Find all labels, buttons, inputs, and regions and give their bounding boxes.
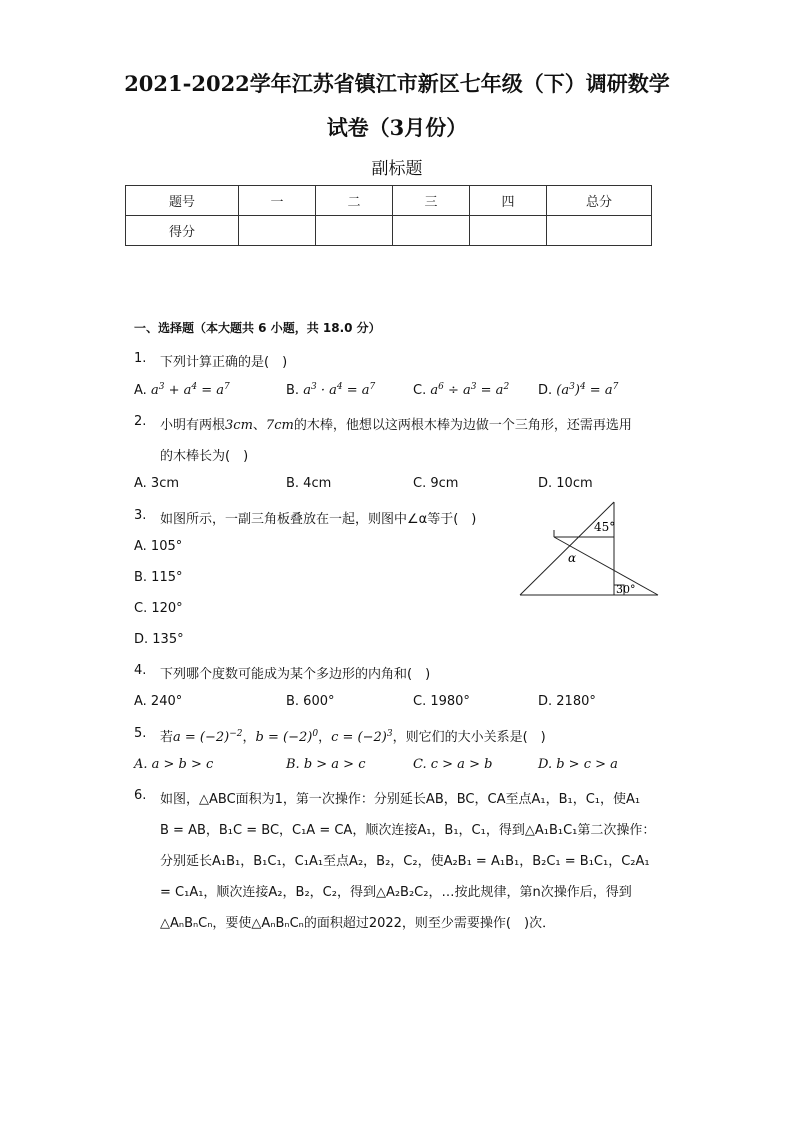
- q4-stem: 下列哪个度数可能成为某个多边形的内角和( ): [160, 667, 431, 682]
- q2-option-b[interactable]: B. 4cm: [286, 476, 332, 491]
- q3-option-d[interactable]: D. 135°: [134, 632, 184, 647]
- q1-option-c-label: C.: [413, 383, 427, 398]
- score-table-header-row: [126, 186, 652, 216]
- q5-number: 5.: [134, 726, 147, 741]
- score-header-cell: 总分: [547, 186, 652, 216]
- q2-option-d[interactable]: D. 10cm: [538, 476, 593, 491]
- score-header-cell: 四: [470, 186, 547, 216]
- score-row-label: 得分: [126, 216, 239, 246]
- q5-option-b[interactable]: B. b > a > c: [286, 757, 366, 772]
- q3-option-c[interactable]: C. 120°: [134, 601, 183, 616]
- score-table-score-row: [126, 216, 652, 246]
- score-cell[interactable]: [470, 216, 547, 246]
- q1-option-a-formula: $a^3 + a^4 = a^7$: [150, 382, 230, 398]
- score-cell[interactable]: [316, 216, 393, 246]
- q5-formula-b: $b = (-2)^0$: [255, 729, 319, 745]
- figure-label-30: 30°: [616, 583, 636, 596]
- q2-stem-line2: 的木棒长为( ): [160, 449, 249, 464]
- q5-stem-suffix: ，则它们的大小关系是( ): [392, 730, 546, 745]
- score-header-cell: 三: [393, 186, 470, 216]
- figure-label-alpha: α: [568, 551, 577, 565]
- figure-hypotenuse-45: [520, 502, 614, 595]
- q1-option-d[interactable]: [538, 382, 618, 398]
- score-header-cell: 题号: [126, 186, 239, 216]
- q1-option-d-label: D.: [538, 383, 553, 398]
- score-cell[interactable]: [239, 216, 316, 246]
- figure-label-45: 45°: [594, 520, 616, 534]
- q2-length-2: 7cm: [265, 418, 294, 433]
- q1-option-c[interactable]: [413, 382, 509, 398]
- q2-option-a[interactable]: A. 3cm: [134, 476, 180, 491]
- q1-option-b[interactable]: [286, 382, 375, 398]
- q1-option-a[interactable]: [134, 382, 230, 398]
- doc-title-line1: 2021-2022学年江苏省镇江市新区七年级（下）调研数学: [124, 71, 670, 96]
- q4-option-c[interactable]: C. 1980°: [413, 694, 470, 709]
- score-table: [125, 185, 652, 246]
- q6-number: 6.: [134, 788, 147, 803]
- q2-stem-line1: [160, 414, 632, 433]
- q4-number: 4.: [134, 663, 147, 678]
- score-header-cell: 一: [239, 186, 316, 216]
- q2-option-c[interactable]: C. 9cm: [413, 476, 459, 491]
- figure-hypotenuse-30: [554, 537, 658, 595]
- q1-stem: 下列计算正确的是( ): [160, 355, 288, 370]
- q3-option-a[interactable]: A. 105°: [134, 539, 183, 554]
- q4-option-d[interactable]: D. 2180°: [538, 694, 596, 709]
- score-header-cell: 二: [316, 186, 393, 216]
- q5-formula-c: $c = (-2)^3$: [331, 729, 393, 745]
- doc-title-line2: 试卷（3月份）: [326, 115, 468, 140]
- q5-stem-prefix: 若: [160, 730, 174, 745]
- q5-formula-a: $a = (-2)^{-2}$: [173, 729, 243, 745]
- q2-stem-part: 、: [252, 418, 266, 433]
- q2-length-1: 3cm: [225, 418, 253, 433]
- q3-stem: 如图所示，一副三角板叠放在一起，则图中∠α等于( ): [160, 512, 477, 527]
- triangle-figure: [518, 500, 663, 602]
- q3-option-b[interactable]: B. 115°: [134, 570, 183, 585]
- q6-line4: = C₁A₁，顺次连接A₂，B₂，C₂，得到△A₂B₂C₂，…按此规律，第n次操作后，得到: [160, 885, 632, 900]
- q4-option-a[interactable]: A. 240°: [134, 694, 183, 709]
- q2-stem-part: 的木棒，他想以这两根木棒为边做一个三角形，还需再选用: [293, 418, 632, 433]
- q1-option-d-formula: $(a^3)^4 = a^7$: [556, 382, 619, 398]
- q1-option-a-label: A.: [134, 383, 147, 398]
- section-heading: 一、选择题（本大题共 6 小题，共 18.0 分）: [134, 321, 381, 335]
- q1-option-b-label: B.: [286, 383, 300, 398]
- q1-option-c-formula: $a^6 \div a^3 = a^2$: [430, 382, 510, 398]
- q6-line3: 分别延长A₁B₁，B₁C₁，C₁A₁至点A₂，B₂，C₂，使A₂B₁ = A₁B₁，B₂C₁ = B₁C₁，C₂A₁: [160, 854, 650, 869]
- q4-option-b[interactable]: B. 600°: [286, 694, 335, 709]
- q1-number: 1.: [134, 351, 147, 366]
- q5-option-c[interactable]: C. c > a > b: [413, 757, 493, 772]
- doc-subtitle: 副标题: [371, 159, 423, 179]
- q2-stem-part: 小明有两根: [160, 418, 226, 433]
- q6-line5: △AₙBₙCₙ，要使△AₙBₙCₙ的面积超过2022，则至少需要操作( )次．: [160, 916, 556, 931]
- q1-option-b-formula: $a^3 \cdot a^4 = a^7$: [303, 382, 376, 398]
- score-cell[interactable]: [547, 216, 652, 246]
- q5-option-d[interactable]: D. b > c > a: [538, 757, 618, 772]
- q5-stem: 若$a = (-2)^{-2}$，$b = (-2)^0$，$c = (-2)^3$，则它们的大小关系是( ): [160, 729, 546, 745]
- q6-line2: B = AB，B₁C = BC，C₁A = CA，顺次连接A₁，B₁，C₁，得到△A₁B₁C₁第二次操作：: [160, 823, 656, 838]
- score-cell[interactable]: [393, 216, 470, 246]
- q3-number: 3.: [134, 508, 147, 523]
- q5-option-a[interactable]: A. a > b > c: [134, 757, 214, 772]
- q6-line1: 如图，△ABC面积为1，第一次操作：分别延长AB，BC，CA至点A₁，B₁，C₁，使A₁: [160, 792, 641, 807]
- q2-number: 2.: [134, 414, 147, 429]
